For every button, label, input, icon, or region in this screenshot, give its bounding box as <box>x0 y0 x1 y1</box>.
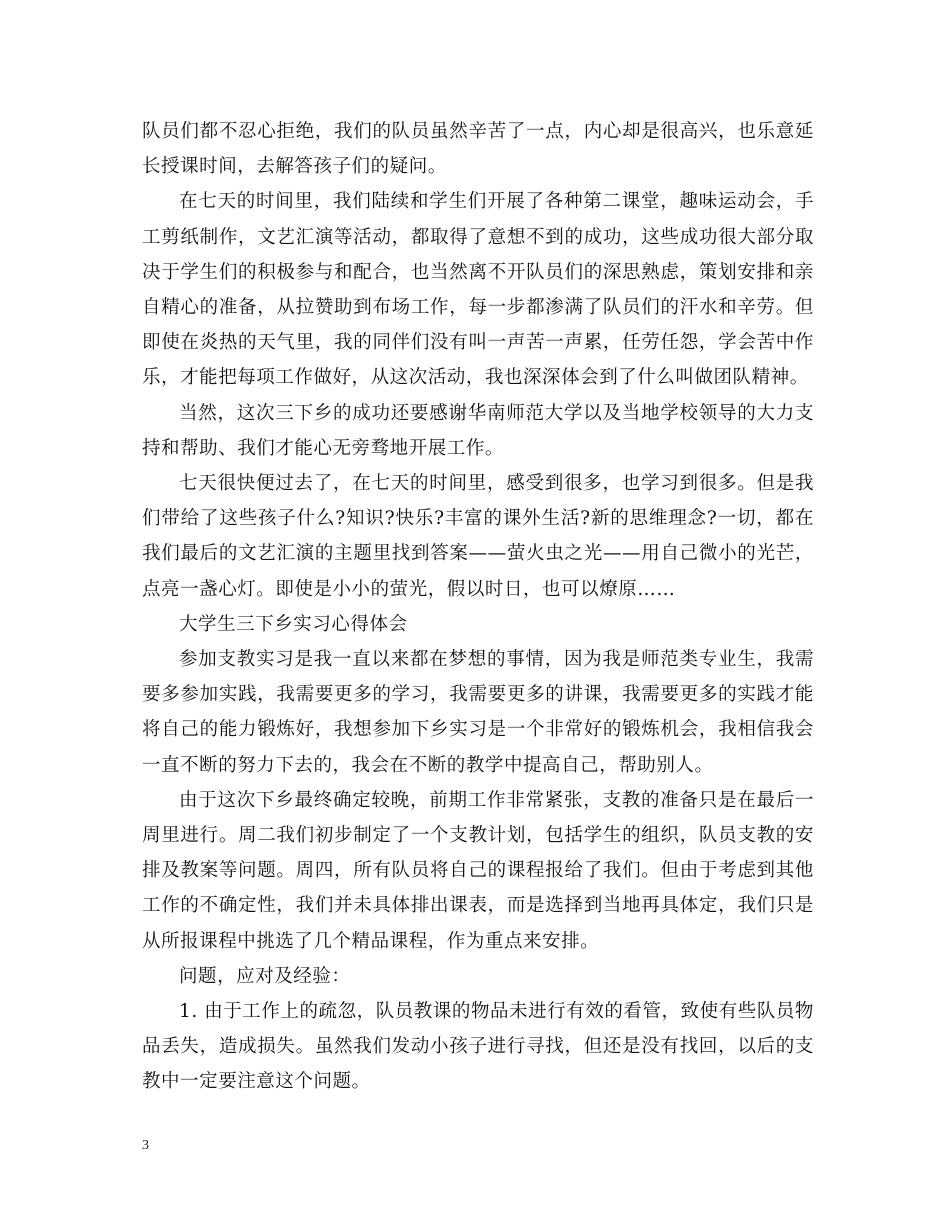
page-number: 3 <box>142 1138 149 1153</box>
paragraph-continuation: 队员们都不忍心拒绝，我们的队员虽然辛苦了一点，内心却是很高兴，也乐意延长授课时间，去解答孩子们的疑问。 <box>142 121 814 178</box>
paragraph-thanks: 当然，这次三下乡的成功还要感谢华南师范大学以及当地学校领导的大力支持和帮助、我们才能心无旁骛地开展工作。 <box>142 402 814 459</box>
subheading-problems: 问题，应对及经验： <box>179 965 351 987</box>
paragraph-motivation: 参加支教实习是我一直以来都在梦想的事情，因为我是师范类专业生，我需要多参加实践，我需要更多的学习，我需要更多的讲课，我需要更多的实践才能将自己的能力锻炼好，我想参加下乡实习是一个非常好的锻炼机会，我相信我会一直不断的努力下去的，我会在不断的教学中提高自己，帮助别人。 <box>142 649 814 776</box>
paragraph-problem-1: 1. 由于工作上的疏忽，队员教课的物品未进行有效的看管，致使有些队员物品丢失，造成损失。虽然我们发动小孩子进行寻找，但还是没有找回，以后的支教中一定要注意这个问题。 <box>142 1001 814 1093</box>
paragraph-preparation: 由于这次下乡最终确定较晚，前期工作非常紧张，支教的准备只是在最后一周里进行。周二我们初步制定了一个支教计划，包括学生的组织，队员支教的安排及教案等问题。周四，所有队员将自己的课程报给了我们。但由于考虑到其他工作的不确定性，我们并未具体排出课表，而是选择到当地再具体定，我们只是从所报课程中挑选了几个精品课程，作为重点来安排。 <box>142 789 814 952</box>
paragraph-activities: 在七天的时间里，我们陆续和学生们开展了各种第二课堂，趣味运动会，手工剪纸制作，文艺汇演等活动，都取得了意想不到的成功，这些成功很大部分取决于学生们的积极参与和配合，也当然离不开队员们的深思熟虑，策划安排和亲自精心的准备，从拉赞助到布场工作，每一步都渗满了队员们的汗水和辛劳。但即使在炎热的天气里，我的同伴们没有叫一声苦一声累，任劳任怨，学会苦中作乐，才能把每项工作做好，从这次活动，我也深深体会到了什么叫做团队精神。 <box>142 191 814 389</box>
paragraph-reflection: 七天很快便过去了，在七天的时间里，感受到很多，也学习到很多。但是我们带给了这些孩子什么?知识?快乐?丰富的课外生活?新的思维理念?一切，都在我们最后的文艺汇演的主题里找到答案——萤火虫之光——用自己微小的光芒，点亮一盏心灯。即使是小小的萤光，假以时日，也可以燎原…… <box>142 473 814 600</box>
document-body <box>142 114 814 1100</box>
section-heading: 大学生三下乡实习心得体会 <box>179 613 408 635</box>
